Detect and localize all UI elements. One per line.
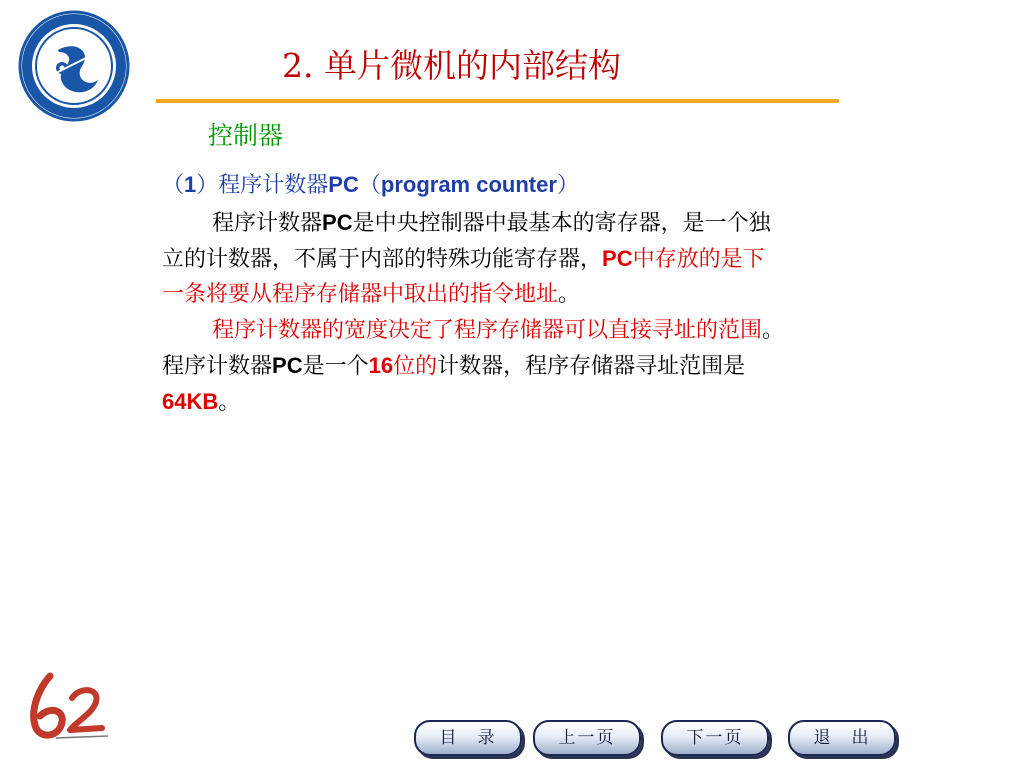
text-run: 是一个 <box>302 354 369 379</box>
text-run: 程序计数器 <box>162 354 273 379</box>
item-label-full: program counter <box>380 172 557 197</box>
item-number: 1 <box>184 172 197 197</box>
emphasis-run: PC <box>602 246 633 271</box>
navigation-bar <box>0 720 1024 756</box>
university-seal-logo <box>18 10 130 122</box>
emphasis-run: 程序计数器的宽度决定了程序存储器可以直接寻址的范围 <box>212 318 763 343</box>
emphasis-run: 16 <box>368 353 394 378</box>
contents-button[interactable]: 目 录 <box>414 720 522 756</box>
item-heading <box>162 168 579 199</box>
title-divider <box>156 99 839 103</box>
paragraph-1-line-2 <box>162 241 962 277</box>
paren2-open: （ <box>358 173 381 198</box>
paren-close: ） <box>196 173 219 198</box>
paren2-close: ） <box>556 173 579 198</box>
paragraph-2-line-1 <box>162 313 962 348</box>
text-run: 计数器，程序存储器寻址范围是 <box>437 354 746 379</box>
emphasis-run: 中存放的是下 <box>632 247 765 272</box>
exit-button[interactable]: 退 出 <box>788 720 896 756</box>
paragraph-2-line-3 <box>162 384 962 420</box>
text-run: 。 <box>762 318 785 343</box>
text-run: 。 <box>558 282 581 307</box>
emphasis-run: 64KB <box>162 389 219 414</box>
emphasis-run: 位的 <box>393 354 438 379</box>
paragraph-2 <box>162 313 962 420</box>
paragraph-1-line-3 <box>162 277 962 312</box>
paragraph-1-line-1 <box>162 205 962 241</box>
text-run: 程序计数器 <box>212 211 323 236</box>
slide-title: 2. 单片微机的内部结构 <box>282 46 621 85</box>
item-label-cn: 程序计数器 <box>218 173 329 198</box>
emphasis-run: 一条将要从程序存储器中取出的指令地址 <box>162 282 559 307</box>
text-run: PC <box>322 210 353 235</box>
text-run: 。 <box>218 390 241 415</box>
text-run: 是中央控制器中最基本的寄存器，是一个独 <box>352 211 771 236</box>
paragraph-2-line-2 <box>162 348 962 384</box>
item-label-en: PC <box>328 172 359 197</box>
previous-page-button[interactable]: 上一页 <box>533 720 641 756</box>
next-page-button[interactable]: 下一页 <box>661 720 769 756</box>
section-subheading: 控制器 <box>208 121 284 150</box>
paren-open: （ <box>162 173 185 198</box>
paragraph-1 <box>162 205 962 312</box>
text-run: 立的计数器，不属于内部的特殊功能寄存器， <box>162 247 603 272</box>
text-run: PC <box>272 353 303 378</box>
